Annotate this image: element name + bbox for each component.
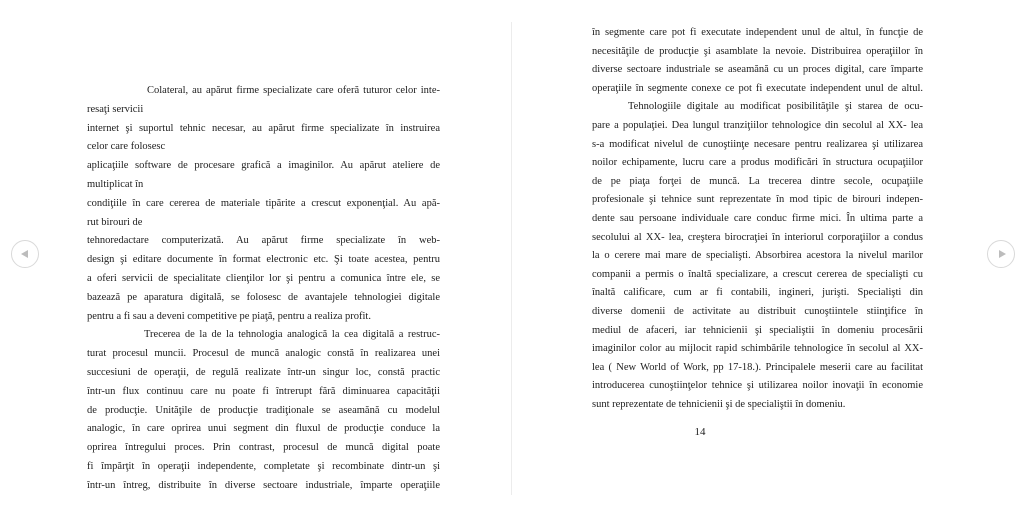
text-line: fi împărţit în operaţii independente, completate şi recombinate dintr-un şi (87, 460, 440, 472)
text-line: lea ( New World of Work, pp 17-18.). Principalele meserii care au facilitat (592, 361, 923, 373)
text-line: secolului al XX- lea, creştera birocraţiei în interiorul corporaţiilor a condus (592, 231, 923, 243)
text-line: companii a permis o înaltă specializare, a crescut cererea de specialişti cu (592, 268, 923, 280)
left-page-text (87, 82, 440, 496)
text-line: tehnoredactare computerizată. Au apărut firme specializate în web- (87, 235, 440, 247)
text-line: sunt reprezentate de tehnicienii şi de specialiştii în domeniu. (592, 398, 846, 410)
text-line: s-a modificat nivelul de cunoştiinţe necesare pentru realizarea şi utilizarea (592, 138, 923, 150)
text-line: analogic, în care oprirea unui segment din fluxul de producţie conduce la (87, 423, 440, 435)
text-line: mediul de afaceri, iar tehnicienii şi specialiştii în domeniu procesării (592, 324, 923, 336)
text-line: dente sau persoane individuale care conduc firme mici. În ultima parte a (592, 212, 923, 224)
next-page-button[interactable] (987, 240, 1015, 268)
page-number: 14 (694, 426, 706, 438)
text-line: design şi editare documente în format electronic etc. Şi toate acestea, pentru (87, 254, 440, 266)
text-line: de producţie. Unităţile de producţie tradiţionale se aseamănă cu modelul (87, 404, 440, 416)
text-line: pare a populaţiei. Dea lungul tranziţiilor tehnologice din secolul al XX- lea (592, 119, 923, 131)
text-line: profesionale şi tehnice sunt reprezentate în mod tipic de birouri indepen- (592, 194, 923, 206)
text-line: diverse sectoare industriale se aseamănă cu un proces digital, care împarte (592, 64, 923, 76)
text-line: înaltă calificare, cum ar fi contabili, ingineri, jurişti. Specialişti din (592, 287, 923, 299)
page-divider (511, 22, 512, 495)
right-page-text (592, 24, 923, 414)
text-line: într-un întreg, distribuite în diverse sectoare industriale, împarte operaţiile (87, 479, 440, 491)
text-line: necesităţile de producţie şi asamblate la nevoie. Distribuirea operaţiilor în (592, 45, 923, 57)
text-line: noilor echipamente, lucru care a produs modificări în structura ocupaţiilor (592, 157, 923, 169)
text-line: Trecerea de la de la tehnologia analogică la cea digitală a restruc- (144, 329, 440, 341)
text-line: operaţiile în segmente conexe ce pot fi executate independent unul de altul. (592, 82, 923, 94)
text-line: succesiuni de operaţii, de regulă realizate într-un singur loc, constă practic (87, 366, 440, 378)
text-line: resaţi servicii (87, 103, 144, 115)
text-line: oprirea întregului proces. Prin contrast, procesul de muncă digital poate (87, 442, 440, 454)
text-line: diverse domenii de activitate au distribuit cunoştiintele stiinţifice în (592, 305, 923, 317)
text-line: condiţiile în care cererea de materiale tipărite a crescut exponenţial. Au apă- (87, 197, 440, 209)
triangle-left-icon (21, 250, 28, 258)
text-line: internet şi suportul tehnic necesar, au apărut firme specializate în instruirea (87, 122, 440, 134)
text-line: rut birouri de (87, 216, 143, 228)
text-line: a oferi servicii de specialitate clienţilor lor şi pentru a comunica între ele, se (87, 272, 440, 284)
text-line: la o cerere mai mare de specialişti. Absorbirea acestora la nivelul marilor (592, 250, 923, 262)
triangle-right-icon (999, 250, 1006, 258)
text-line: celor care folosesc (87, 141, 166, 153)
text-line: aplicaţiile software de procesare grafică a imaginilor. Au apărut ateliere de (87, 160, 440, 172)
text-line: de pe piaţa forţei de muncă. La trecerea dintre secole, ocupaţiile (592, 175, 923, 187)
left-page (87, 82, 440, 496)
text-line: într-un flux continuu care nu poate fi întrerupt fără diminuarea capacităţii (87, 385, 440, 397)
text-line: introducerea cunoştiinţelor tehnice şi utilizarea noilor inovaţii în economie (592, 380, 923, 392)
text-line: Colateral, au apărut firme specializate care oferă tuturor celor inte- (147, 85, 440, 96)
text-line: Tehnologiile digitale au modificat posibilităţile şi starea de ocu- (628, 101, 923, 113)
text-line: imaginilor color au mijlocit rapid schimbările tehnologice în secolul al XX- (592, 343, 923, 355)
prev-page-button[interactable] (11, 240, 39, 268)
text-line: în segmente care pot fi executate independent unul de altul, în funcţie de (592, 27, 923, 38)
right-page (592, 24, 923, 414)
text-line: multiplicat în (87, 178, 144, 190)
text-line: pentru a fi sau a deveni competitive pe piaţă, pentru a realiza profit. (87, 310, 371, 322)
text-line: bazează pe aparatura digitală, se folosesc de avantajele tehnologiei digitale (87, 291, 440, 303)
text-line: turat procesul muncii. Procesul de muncă analogic constă în realizarea unei (87, 348, 440, 360)
